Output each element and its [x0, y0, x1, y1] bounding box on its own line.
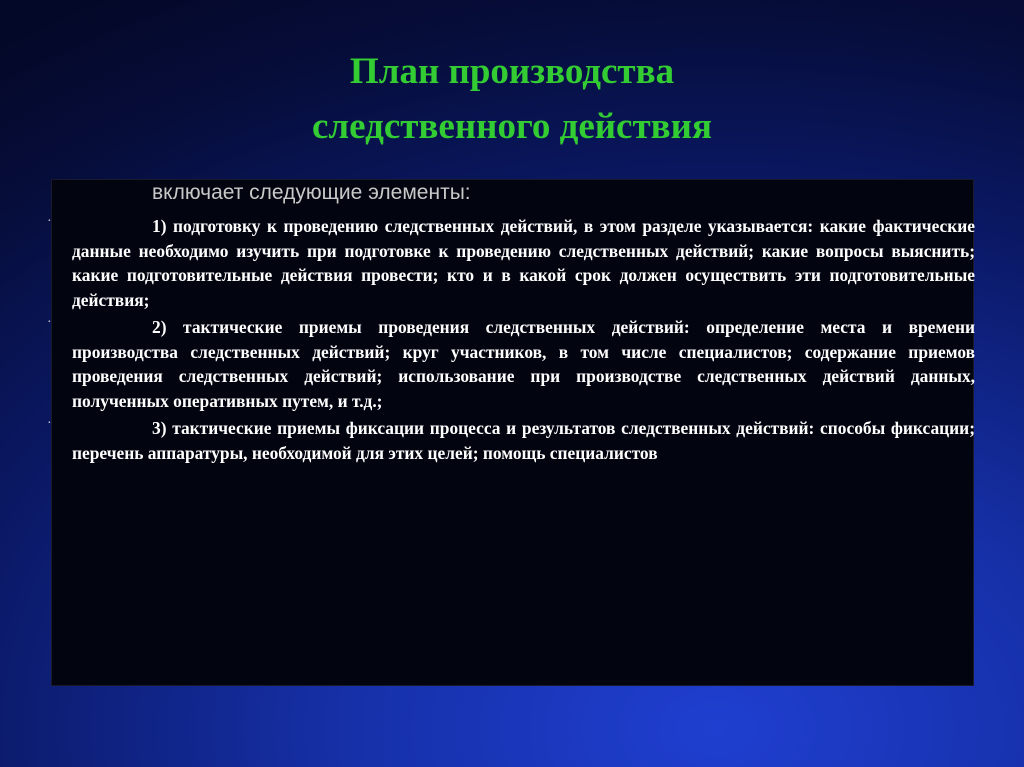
title-line-2: следственного действия [312, 106, 712, 147]
list-item [47, 416, 975, 465]
list-item [47, 315, 975, 413]
title-line-1: План производства [349, 51, 675, 92]
intro-text: включает следующие элементы: [152, 181, 471, 204]
slide-title [0, 44, 1024, 154]
bullet-icon: · [47, 315, 52, 330]
bullet-icon: · [47, 416, 52, 431]
item-text: 1) подготовку к проведению следственных действий, в этом разделе указывается: какие фактические данные необходимо изучить при подготовке к проведению следственных действий; какие вопросы выяснить; какие подготовительные действия провести; кто и в какой срок должен осуществить эти подготовительные действия; [72, 216, 975, 310]
bullet-icon: · [47, 214, 52, 229]
list-item [47, 214, 975, 312]
item-text: 2) тактические приемы проведения следственных действий: определение места и времени производства следственных действий; круг участников, в том числе специалистов; содержание приемов проведения следственных действий; использование при производстве следственных действий данных, полученных оперативных путем, и т.д.; [72, 317, 975, 411]
item-text: 3) тактические приемы фиксации процесса и результатов следственных действий: способы фиксации; перечень аппаратуры, необходимой для этих целей; помощь специалистов [72, 418, 975, 463]
item-list [47, 214, 975, 468]
